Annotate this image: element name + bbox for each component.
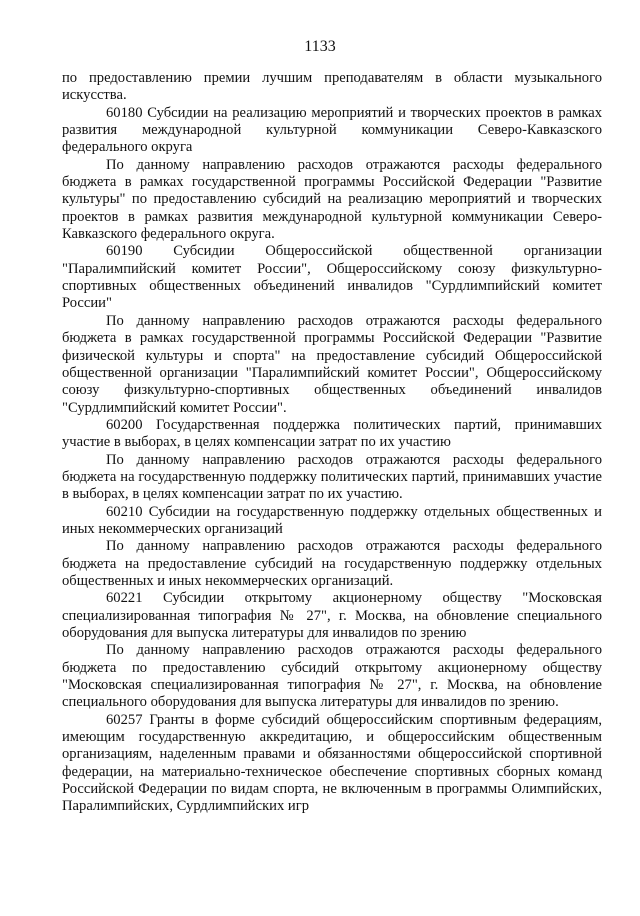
paragraph-60210-description: По данному направлению расходов отражаются расходы федерального бюджета на предоставление субсидий на государственную поддержку отдельных общественных и иных некоммерческих организаций. [62,538,602,589]
paragraph-60180-heading: 60180 Субсидии на реализацию мероприятий и творческих проектов в рамках развития международной культурной коммуникации Северо-Кавказского федерального округа [62,104,602,156]
paragraph-60190-heading: 60190 Субсидии Общероссийской общественной организации "Паралимпийский комитет России", Общероссийскому союзу физкультурно-спортивных общественных объединений инвалидов "Сурдлимпийский комитет России" [62,243,602,312]
paragraph-60190-description: По данному направлению расходов отражаются расходы федерального бюджета в рамках государственной программы Российской Федерации "Развитие физической культуры и спорта" на предоставление субсидий Общероссийской общественной организации "Паралимпийский комитет России", Общероссийскому союзу физкультурно-спортивных общественных объединений инвалидов "Сурдлимпийский комитет России". [62,312,602,416]
paragraph-60221-description: По данному направлению расходов отражаются расходы федерального бюджета по предоставлению субсидий открытому акционерному обществу "Московская специализированная типография № 27", г. Москва, на обновление специального оборудования для выпуска литературы для инвалидов по зрению. [62,642,602,711]
paragraph-60180-description: По данному направлению расходов отражаются расходы федерального бюджета в рамках государственной программы Российской Федерации "Развитие культуры" по предоставлению субсидий на реализацию мероприятий и творческих проектов в рамках развития международной культурной коммуникации Северо-Кавказского федерального округа. [62,156,602,243]
document-body [62,70,602,816]
paragraph-60221-heading: 60221 Субсидии открытому акционерному обществу "Московская специализированная типография № 27", г. Москва, на обновление специального оборудования для выпуска литературы для инвалидов по зрению [62,590,602,641]
page-number: 1133 [304,38,336,55]
paragraph-continuation: по предоставлению премии лучшим преподавателям в области музыкального искусства. [62,70,602,104]
paragraph-60200-heading: 60200 Государственная поддержка политических партий, принимавших участие в выборах, в целях компенсации затрат по их участию [62,416,602,451]
paragraph-60210-heading: 60210 Субсидии на государственную поддержку отдельных общественных и иных некоммерческих организаций [62,503,602,537]
paragraph-60257-heading: 60257 Гранты в форме субсидий общероссийским спортивным федерациям, имеющим государственную аккредитацию, и общероссийским общественным организациям, наделенным правами и обязанностями общероссийской спортивной федерации, на материально-техническое обеспечение спортивных сборных команд Российской Федерации по видам спорта, не включенным в программы Олимпийских, Паралимпийских, Сурдлимпийских игр [62,711,602,815]
paragraph-60200-description: По данному направлению расходов отражаются расходы федерального бюджета на государственную поддержку политических партий, принимавших участие в выборах, в целях компенсации затрат по их участию. [62,451,602,503]
